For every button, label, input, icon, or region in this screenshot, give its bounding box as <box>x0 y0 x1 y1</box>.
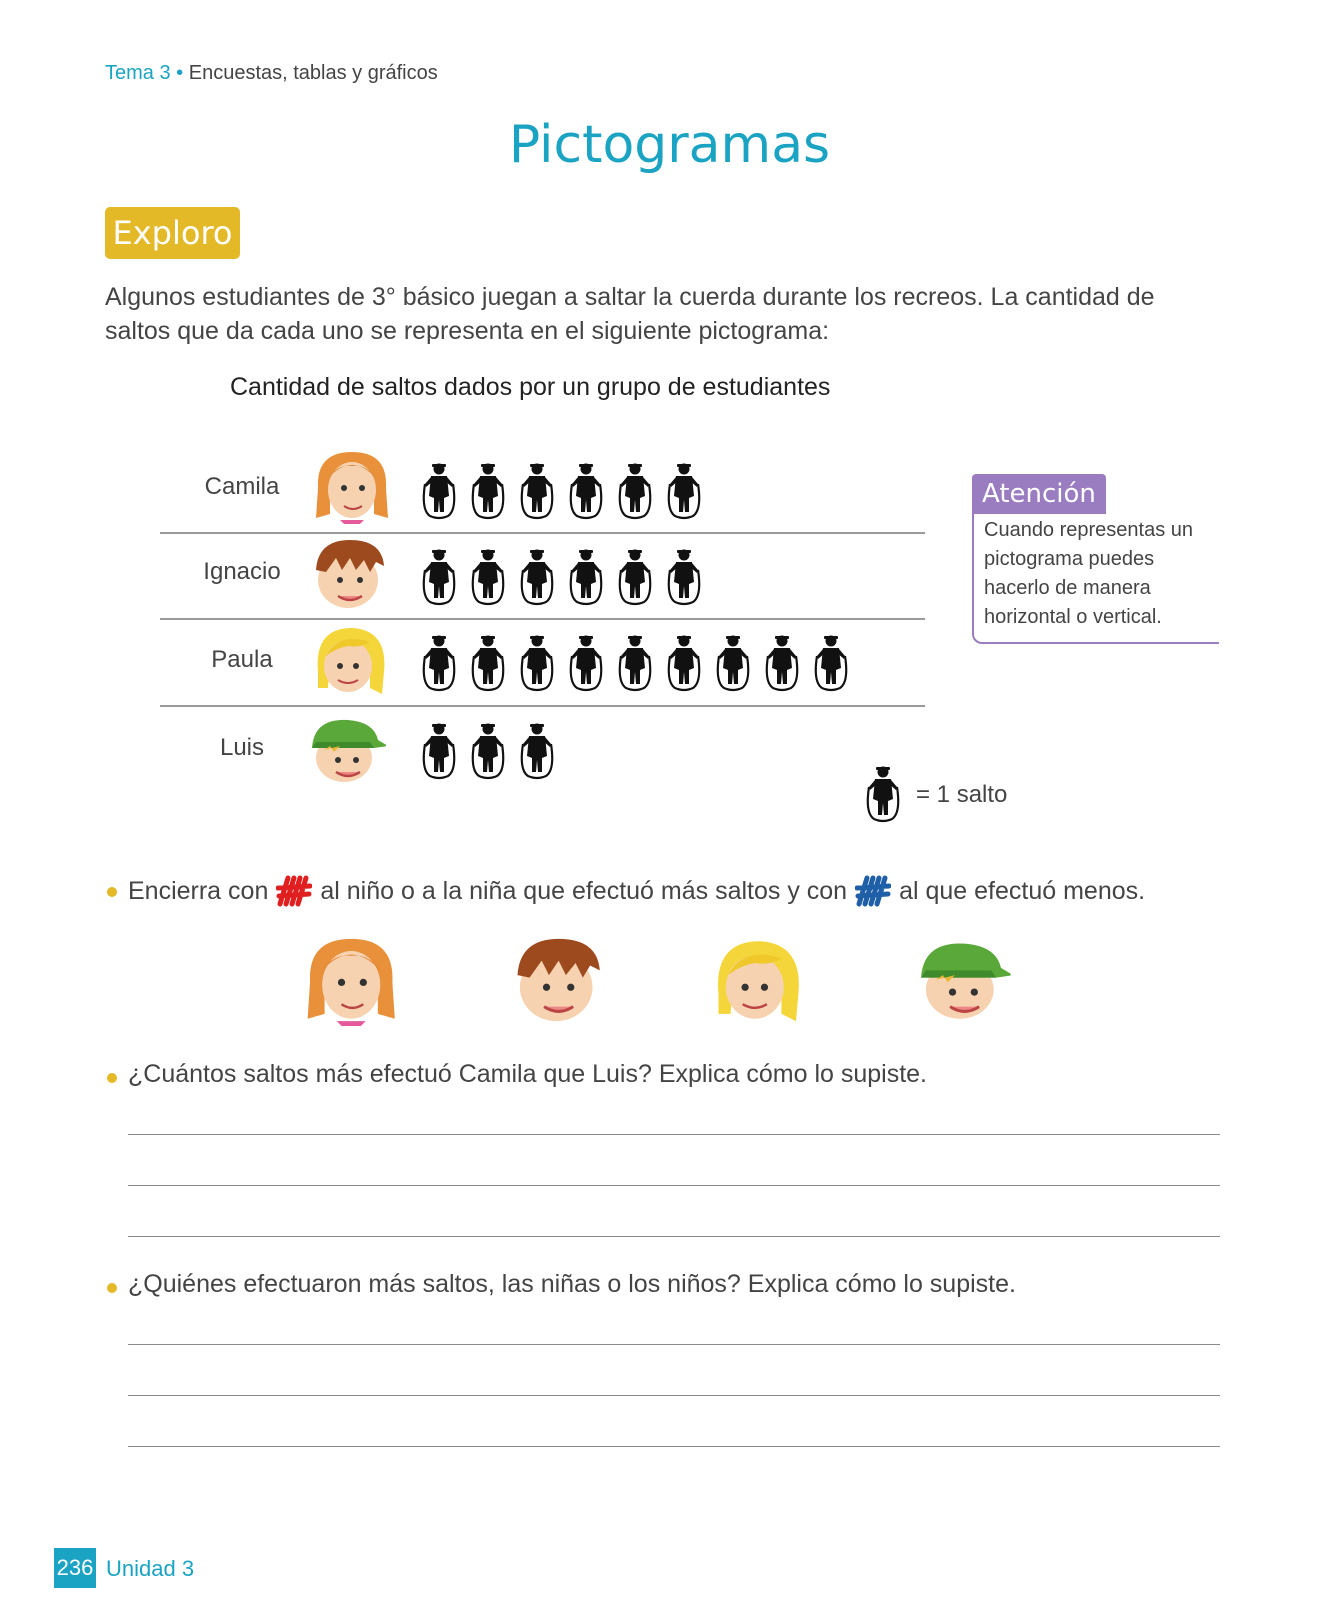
question-1-text-b: al niño o a la niña que efectuó más saltos y con <box>320 876 848 905</box>
bullet <box>107 887 117 897</box>
row-label-ignacio: Ignacio <box>203 558 281 585</box>
question-3: ¿Quiénes efectuaron más saltos, las niñas o los niños? Explica cómo lo supiste. <box>128 1270 1016 1298</box>
page-number: 236 <box>54 1548 96 1588</box>
camila-avatar <box>310 448 392 524</box>
pictogram-jump-icon <box>516 634 558 692</box>
answer-line[interactable] <box>128 1344 1220 1345</box>
pictogram-jump-icon <box>761 634 803 692</box>
pictogram-jump-icon <box>516 548 558 606</box>
row-label-luis: Luis <box>219 734 265 761</box>
pictogram-jump-icon <box>516 722 558 780</box>
camila-face-option[interactable] <box>300 934 400 1026</box>
pictogram-jump-icon <box>663 634 705 692</box>
pictogram-jump-icon <box>467 634 509 692</box>
chart-legend: = 1 salto <box>916 781 1008 808</box>
pictogram-jump-icon <box>712 634 754 692</box>
pictogram-jump-icon <box>516 462 558 520</box>
question-1-text-c: al que efectuó menos. <box>899 876 1146 905</box>
row-divider <box>160 532 925 534</box>
page-title: Pictogramas <box>508 115 831 175</box>
luis-face-option[interactable] <box>902 934 1020 1026</box>
section-badge: Exploro <box>105 207 240 259</box>
row-divider <box>160 618 925 620</box>
answer-line[interactable] <box>128 1446 1220 1447</box>
answer-line[interactable] <box>128 1185 1220 1186</box>
answer-line[interactable] <box>128 1395 1220 1396</box>
question-1-text-a: Encierra con <box>128 876 269 905</box>
breadcrumb-separator: • <box>176 62 184 84</box>
pictogram-jump-icon <box>418 462 460 520</box>
pictogram-jump-icon <box>418 722 460 780</box>
pictogram-jump-icon <box>418 634 460 692</box>
pictogram-jump-icon <box>663 548 705 606</box>
pictogram-jump-icon <box>565 548 607 606</box>
unit-label: Unidad 3 <box>106 1556 195 1581</box>
chart-title: Cantidad de saltos dados por un grupo de estudiantes <box>230 373 831 401</box>
pictogram-jump-icon <box>467 548 509 606</box>
paula-avatar <box>308 622 390 698</box>
pictogram-jump-icon <box>565 634 607 692</box>
pictogram-jump-icon <box>614 634 656 692</box>
question-2: ¿Cuántos saltos más efectuó Camila que Luis? Explica cómo lo supiste. <box>128 1060 927 1088</box>
row-label-paula: Paula <box>211 646 273 673</box>
breadcrumb-subtitle: Encuestas, tablas y gráficos <box>188 62 438 84</box>
luis-avatar <box>304 712 386 788</box>
pictogram-jump-icon <box>810 634 852 692</box>
pictogram-jump-icon <box>663 462 705 520</box>
blue-marker-icon <box>855 874 891 908</box>
pictogram-jump-icon <box>467 462 509 520</box>
row-label-camila: Camila <box>204 473 280 500</box>
pictogram-jump-icon <box>614 548 656 606</box>
answer-line[interactable] <box>128 1236 1220 1237</box>
jump-rope-figure-icon <box>862 765 904 823</box>
ignacio-avatar <box>306 536 388 612</box>
bullet <box>107 1283 117 1293</box>
atencion-text: Cuando representas un pictograma puedes hacerlo de manera horizontal o vertical. <box>984 519 1194 628</box>
answer-line[interactable] <box>128 1134 1220 1135</box>
ignacio-face-option[interactable] <box>500 934 610 1026</box>
intro-paragraph: Algunos estudiantes de 3° básico juegan a saltar la cuerda durante los recreos. La cantidad de saltos que da cada uno se representa en el siguiente pictograma: <box>105 283 1155 345</box>
red-marker-icon <box>276 874 312 908</box>
question-1 <box>128 874 1145 908</box>
pictogram-jump-icon <box>418 548 460 606</box>
pictogram-jump-icon <box>467 722 509 780</box>
breadcrumb-topic: Tema 3 <box>105 62 171 84</box>
paula-face-option[interactable] <box>706 934 806 1026</box>
pictogram-jump-icon <box>614 462 656 520</box>
atencion-label: Atención <box>972 474 1106 514</box>
pictogram-jump-icon <box>565 462 607 520</box>
breadcrumb <box>105 62 438 85</box>
row-divider <box>160 705 925 707</box>
bullet <box>107 1073 117 1083</box>
